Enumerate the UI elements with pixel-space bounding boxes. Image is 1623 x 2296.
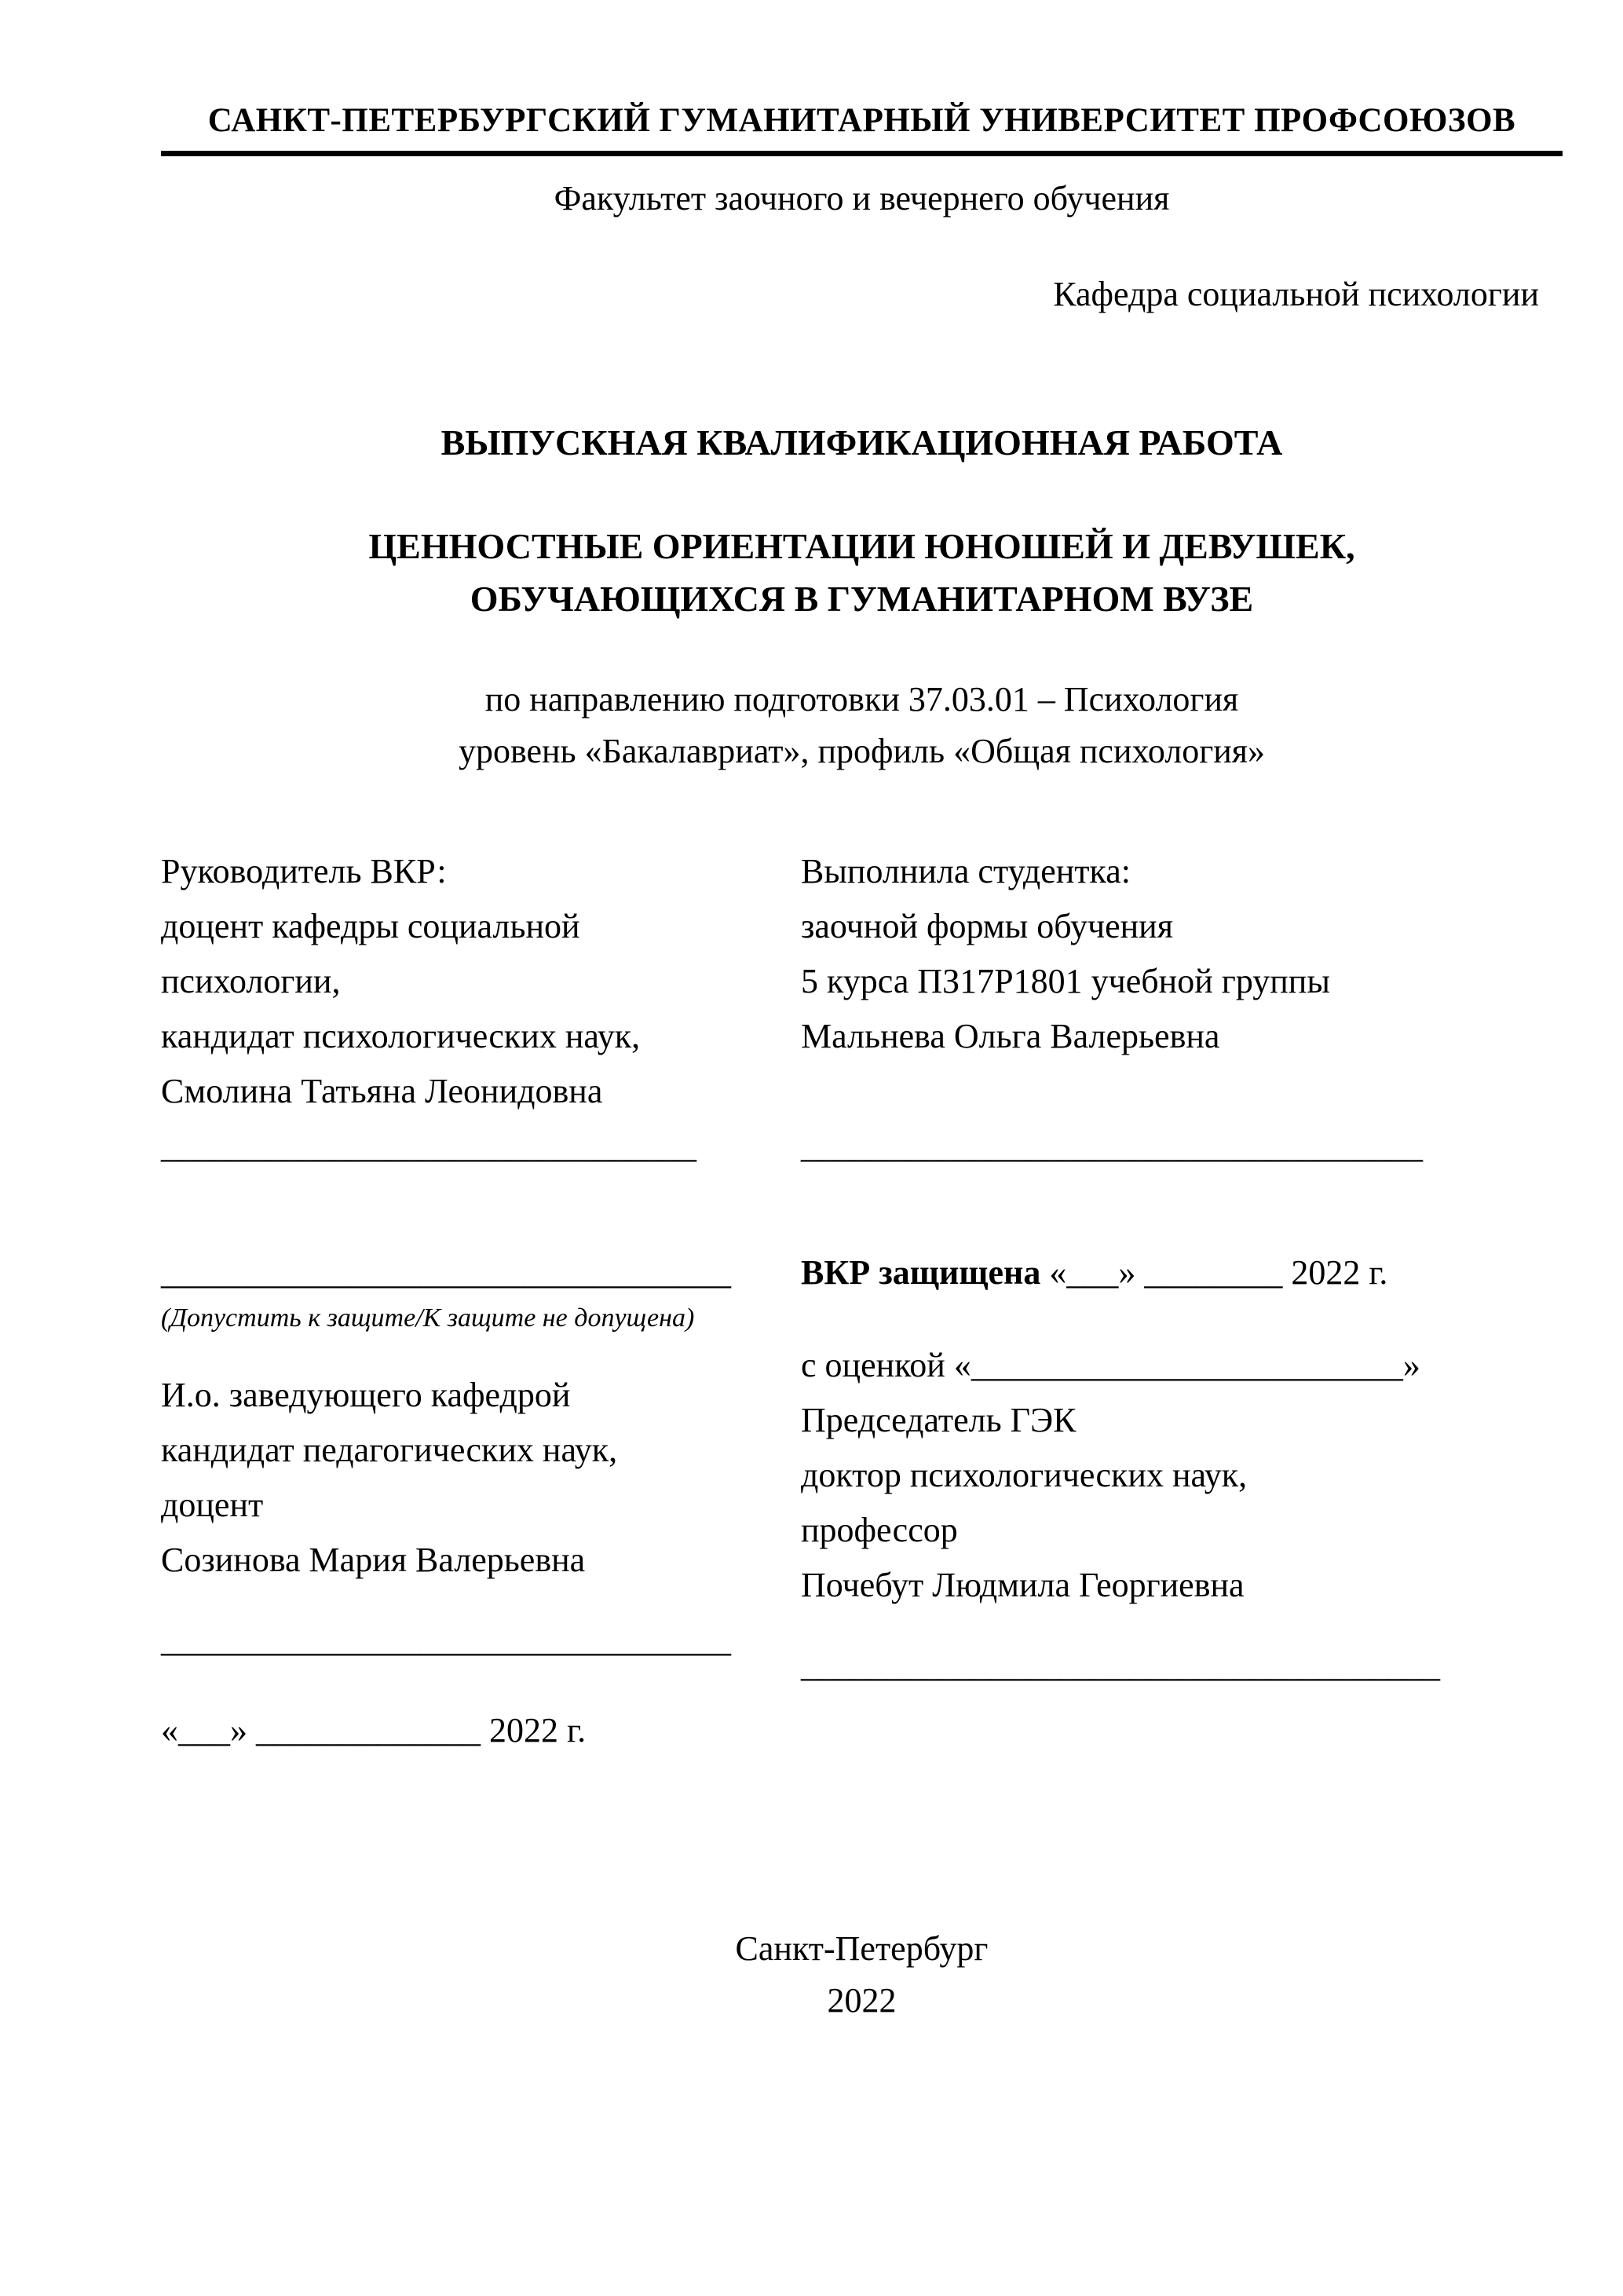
supervisor-name-line: Смолина Татьяна Леонидовна bbox=[161, 1072, 603, 1110]
admission-official-line: доцент bbox=[161, 1486, 264, 1524]
defense-chair-name-line: Почебут Людмила Георгиевна bbox=[801, 1566, 1245, 1604]
admission-official-line: кандидат педагогических наук, bbox=[161, 1431, 618, 1469]
defense-committee-line: доктор психологических наук, bbox=[801, 1456, 1248, 1494]
thesis-title bbox=[161, 520, 1563, 625]
defense-status-line bbox=[801, 1245, 1563, 1300]
program-info bbox=[161, 674, 1563, 777]
program-direction-line: по направлению подготовки 37.03.01 – Психология bbox=[484, 680, 1239, 718]
defense-committee-line: Председатель ГЭК bbox=[801, 1401, 1077, 1439]
program-level-line: уровень «Бакалавриат», профиль «Общая психология» bbox=[458, 732, 1266, 770]
student-detail-line: заочной формы обучения bbox=[801, 907, 1173, 945]
supervisor-detail-line: кандидат психологических наук, bbox=[161, 1017, 641, 1055]
admission-signature-line-2: _________________________________ bbox=[161, 1621, 731, 1659]
imprint bbox=[161, 1923, 1563, 2027]
page-header bbox=[161, 101, 1563, 316]
defense-status-label: ВКР защищена bbox=[801, 1253, 1041, 1292]
admission-official-line: И.о. заведующего кафедрой bbox=[161, 1376, 571, 1414]
defense-section bbox=[801, 1245, 1563, 1758]
imprint-year: 2022 bbox=[827, 1981, 897, 2020]
title-block bbox=[161, 421, 1563, 2027]
student-label: Выполнила студентка: bbox=[801, 852, 1131, 890]
admission-section bbox=[161, 1245, 801, 1758]
university-name: САНКТ-ПЕТЕРБУРГСКИЙ ГУМАНИТАРНЫЙ УНИВЕРСИТЕТ ПРОФСОЮЗОВ bbox=[207, 102, 1516, 139]
department-name: Кафедра социальной психологии bbox=[1053, 275, 1539, 313]
admission-note: (Допустить к защите/К защите не допущена) bbox=[161, 1303, 695, 1333]
defense-committee-line: профессор bbox=[801, 1511, 958, 1549]
admission-signature-line: _________________________________ bbox=[161, 1253, 731, 1292]
people-section bbox=[161, 844, 1563, 1174]
admission-date-line: «___» _____________ 2022 г. bbox=[161, 1711, 587, 1749]
admission-official-name-line: Созинова Мария Валерьевна bbox=[161, 1541, 586, 1579]
header-divider bbox=[161, 151, 1563, 156]
defense-signature-line: _____________________________________ bbox=[801, 1646, 1440, 1684]
supervisor-detail-line: психологии, bbox=[161, 962, 341, 1000]
approval-section bbox=[161, 1245, 1563, 1758]
thesis-title-line2: ОБУЧАЮЩИХСЯ В ГУМАНИТАРНОМ ВУЗЕ bbox=[470, 579, 1254, 619]
faculty-name: Факультет заочного и вечернего обучения bbox=[554, 179, 1170, 218]
supervisor-signature-line: _______________________________ bbox=[161, 1127, 696, 1165]
admission-official-block bbox=[161, 1368, 801, 1588]
student-signature-line: ____________________________________ bbox=[801, 1127, 1423, 1165]
supervisor-detail-line: доцент кафедры социальной bbox=[161, 907, 580, 945]
work-type-heading: ВЫПУСКНАЯ КВАЛИФИКАЦИОННАЯ РАБОТА bbox=[440, 422, 1283, 462]
supervisor-label: Руководитель ВКР: bbox=[161, 852, 447, 890]
thesis-title-line1: ЦЕННОСТНЫЕ ОРИЕНТАЦИИ ЮНОШЕЙ И ДЕВУШЕК, bbox=[368, 526, 1355, 566]
supervisor-section bbox=[161, 844, 801, 1174]
student-section bbox=[801, 844, 1563, 1174]
student-detail-line: 5 курса ПЗ17Р1801 учебной группы bbox=[801, 962, 1330, 1000]
defense-status-rest: «___» ________ 2022 г. bbox=[1040, 1253, 1388, 1292]
defense-grade-line: с оценкой «_________________________» bbox=[801, 1346, 1420, 1384]
imprint-city: Санкт-Петербург bbox=[735, 1929, 989, 1968]
student-name-line: Мальнева Ольга Валерьевна bbox=[801, 1017, 1220, 1055]
